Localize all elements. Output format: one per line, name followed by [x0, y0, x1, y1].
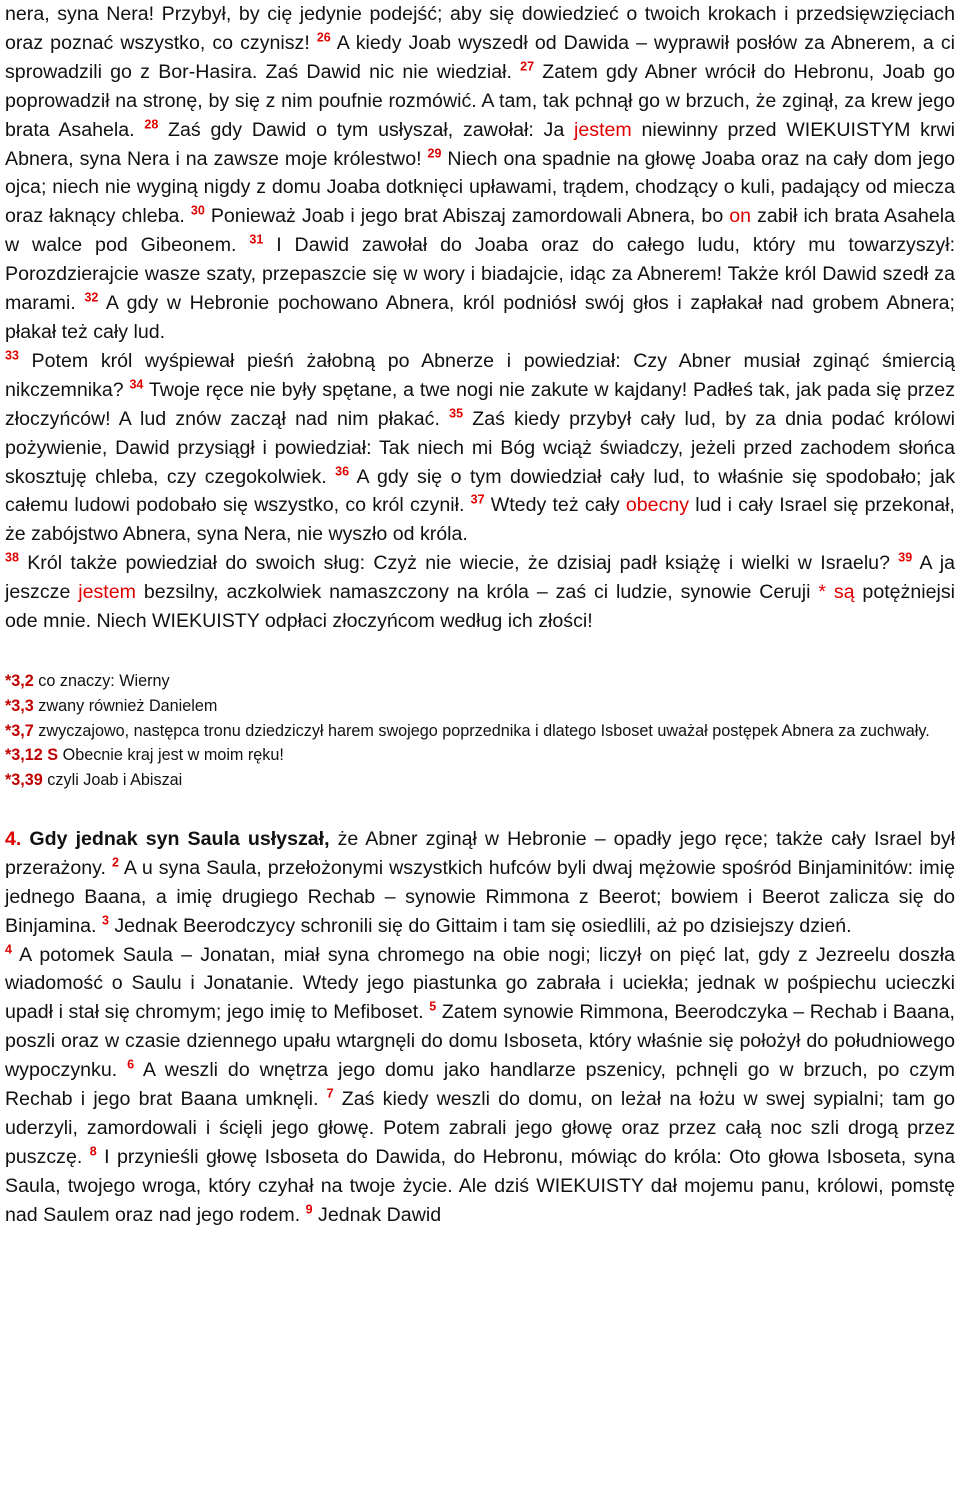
footnote-text: czyli Joab i Abiszai	[42, 771, 183, 790]
verse-text: Twoje ręce nie były spętane, a twe nogi nie zakute w kajdany! Padłeś tak, jak pada się przez złoczyńców! A lud znów zaczął nad nim płakać.	[5, 378, 955, 430]
verse-block-second	[5, 347, 955, 549]
verse-number: 7	[326, 1086, 334, 1101]
verse-number: 30	[190, 203, 205, 218]
verse-text: A gdy się o tym dowiedział cały lud, to właśnie się spodobało; jak całemu ludowi podobało się wszystko, co król czynił.	[5, 465, 955, 517]
verse-number: 4	[5, 941, 12, 956]
verse-text: A kiedy Joab wyszedł od Dawida – wyprawił posłów za Abnerem, a ci sprowadzili go z Bor-Hasira. Zaś Dawid nic nie wiedział.	[5, 31, 955, 83]
verse-block-top	[5, 0, 955, 347]
verse-number: 27	[520, 59, 535, 74]
verse-number: 9	[305, 1201, 313, 1216]
verse-number: 37	[470, 492, 485, 507]
verse-text: A weszli do wnętrza jego domu jako handlarze pszenicy, pchnęli go w brzuch, po czym Rechab i jego brat Baana umknęli.	[5, 1059, 955, 1111]
verse-text: A potomek Saula – Jonatan, miał syna chromego na obie nogi; liczył on pięć lat, gdy z Jezreelu doszła wiadomość o Saulu i Jonatanie. Wtedy jego piastunka go zabrała i uciekła; jednak w pośpiechu ucieczki upadł i stał się chromym; jego imię to Mefiboset.	[5, 943, 955, 1024]
verse-number: 38	[5, 550, 19, 565]
chapter-4-continued	[5, 941, 955, 1230]
verse-text: Zaś gdy Dawid o tym usłyszał, zawołał: Ja	[158, 118, 575, 141]
footnote-ref: *3,7	[5, 721, 34, 740]
footnote-text: Obecnie kraj jest w moim ręku!	[58, 746, 284, 765]
verse-text: A u syna Saula, przełożonymi wszystkich hufców byli dwaj mężowie spośród Binjaminitów: imię jednego Baana, a imię drugiego Rechab – synowie Rimmona z Beerot; bowiem i Beerot zalicza się do Binjamina.	[5, 856, 956, 937]
footnotes	[5, 669, 955, 793]
verse-text: Zatem gdy Abner wrócił do Hebronu, Joab go poprowadził na stronę, by się z nim poufnie rozmówić. A tam, tak pchnął go w brzuch, że zginął, za krew jego brata Asahela.	[5, 60, 955, 141]
verse-number: 28	[144, 116, 159, 131]
verse-text: nera, syna Nera! Przybył, by cię jedynie podejść; aby się dowiedzieć o twoich krokach i przedsięwzięciach oraz poznać wszystko, co czynisz!	[5, 3, 955, 54]
verse-text: Niech ona spadnie na głowę Joaba oraz na cały dom jego ojca; niech nie wyginą nigdy z domu Joaba dotknięci upławami, trądem, chodzący o kuli, padający od miecza oraz łaknący chleba.	[5, 147, 955, 228]
footnote-text: zwyczajowo, następca tronu dziedziczył harem swojego poprzednika i dlatego Isboset uważał postępek Abnera za zuchwały.	[33, 721, 930, 740]
footnote	[5, 719, 955, 744]
verse-number: 33	[5, 348, 19, 363]
verse-number: 6	[127, 1057, 135, 1072]
highlighted-word: obecny	[625, 494, 690, 517]
footnote	[5, 743, 955, 768]
footnote-ref: *3,39	[5, 771, 43, 790]
verse-number: 35	[449, 405, 464, 420]
footnote-ref: *3,2	[5, 671, 34, 690]
verse-number: 31	[249, 232, 264, 247]
verse-text: A gdy w Hebronie pochowano Abnera, król podniósł swój głos i zapłakał nad grobem Abnera; płakał też cały lud.	[5, 292, 955, 343]
verse-text: zabił ich brata Asahela w walce pod Gibeonem.	[5, 205, 955, 257]
footnote	[5, 768, 955, 793]
verse-block-third	[5, 549, 955, 636]
verse-text: potężniejsi ode mnie. Niech WIEKUISTY odpłaci złoczyńcom według ich złości!	[5, 581, 956, 633]
verse-number: 34	[129, 377, 144, 392]
verse-text: Wtedy też cały	[484, 494, 626, 517]
verse-number: 39	[898, 550, 913, 565]
highlighted-word: * są	[818, 581, 855, 604]
verse-text: Jednak Beerodczycy schronili się do Gittaim i tam się osiedlili, aż po dzisiejszy dzień.	[108, 914, 852, 937]
verse-text: bezsilny, aczkolwiek namaszczony na króla – zaś ci ludzie, synowie Ceruji	[135, 581, 819, 604]
chapter-number: 4.	[5, 827, 22, 850]
chapter-4-opening	[5, 825, 955, 941]
footnote	[5, 669, 955, 694]
chapter-lead-text: że Abner zginął w Hebronie – opadły jego ręce; także cały Israel był przerażony.	[5, 827, 955, 879]
verse-number: 32	[84, 290, 99, 305]
verse-number: 3	[101, 912, 109, 927]
verse-text: Zaś kiedy przybył cały lud, by za dnia podać królowi pożywienie, Dawid przysiągł i powiedział: Tak niech mi Bóg wciąż świadczy, jeżeli przed zachodem słońca skosztuję chleba, czy czegokolwiek.	[5, 407, 955, 488]
highlighted-word: jestem	[78, 581, 136, 604]
highlighted-word: on	[729, 205, 752, 228]
verse-text: I przynieśli głowę Isboseta do Dawida, do Hebronu, mówiąc do króla: Oto głowa Isboseta, syna Saula, twojego wroga, który czyhał na twoje życie. Ale dziś WIEKUISTY dał mojemu panu, królowi, pomstę nad Saulem oraz nad jego rodem.	[5, 1145, 955, 1226]
verse-number: 26	[316, 30, 331, 45]
verse-number: 36	[335, 463, 350, 478]
chapter-lead-bold: Gdy jednak syn Saula usłyszał,	[21, 827, 330, 850]
verse-text: I Dawid zawołał do Joaba oraz do całego ludu, który mu towarzyszył: Porozdzierajcie wasze szaty, przepaszcie się w wory i biadajcie, idąc za Abnerem! Także król Dawid szedł za marami.	[5, 234, 956, 315]
footnote-ref: *3,3	[5, 696, 34, 715]
verse-number: 29	[427, 145, 442, 160]
highlighted-word: jestem	[574, 118, 632, 141]
verse-text: A ja jeszcze	[5, 552, 955, 604]
verse-text: Zaś kiedy weszli do domu, on leżał na łożu w swej sypialni; tam go uderzyli, zamordowali i ścięli jego głowę. Potem zabrali jego głowę oraz przez całą noc szli drogą przez puszczę.	[5, 1088, 955, 1168]
verse-text: lud i cały Israel się przekonał, że zabójstwo Abnera, syna Nera, nie wyszło od króla.	[5, 494, 955, 546]
verse-text: Potem król wyśpiewał pieśń żałobną po Abnerze i powiedział: Czy Abner musiał zginąć śmiercią nikczemnika?	[5, 349, 955, 401]
footnote-text: co znaczy: Wierny	[33, 671, 170, 690]
verse-number: 8	[89, 1144, 97, 1159]
chapter-4	[5, 825, 955, 1230]
verse-text: niewinny przed WIEKUISTYM krwi Abnera, syna Nera i na zawsze moje królestwo!	[5, 118, 955, 170]
verse-text: Król także powiedział do swoich sług: Czyż nie wiecie, że dzisiaj padł książę i wielki w Israelu?	[18, 552, 899, 575]
verse-text: Zatem synowie Rimmona, Beerodczyka – Rechab i Baana, poszli oraz w czasie dziennego upału wtargnęli do domu Isboseta, który właśnie się położył do południowego wypoczynku.	[5, 1001, 955, 1082]
verse-number: 5	[429, 999, 437, 1014]
verse-text: Ponieważ Joab i jego brat Abiszaj zamordowali Abnera, bo	[204, 205, 730, 228]
verse-number: 2	[111, 855, 119, 870]
verse-text: Jednak Dawid	[312, 1203, 442, 1226]
footnote-ref: *3,12 S	[5, 746, 59, 765]
footnote-text: zwany również Danielem	[33, 696, 218, 715]
footnote	[5, 694, 955, 719]
